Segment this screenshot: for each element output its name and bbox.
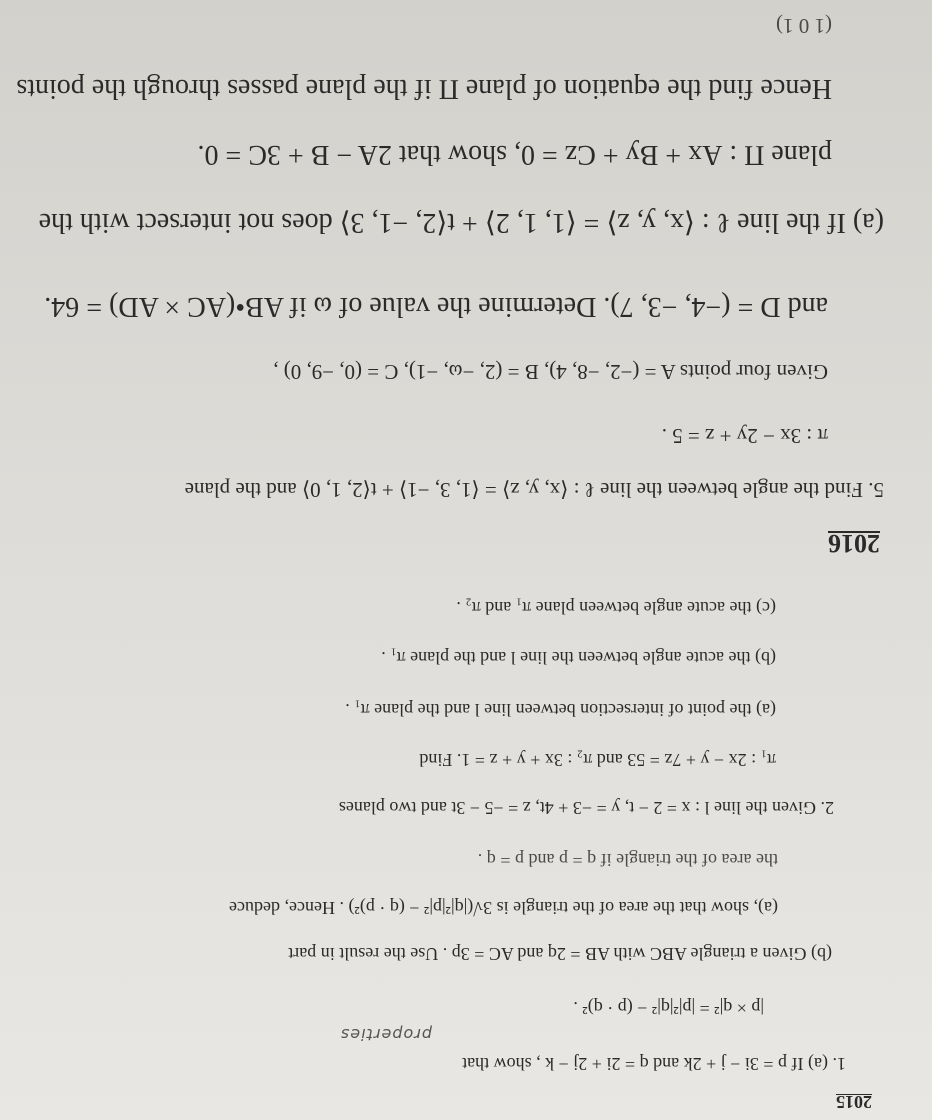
question-6-line1: Given four points A = (−2, −8, 4), B = (2, −ω, −1), C = (0, −9, 0) , (273, 360, 828, 384)
question-1a: 1. (a) If p = 3i − j + 2k and q = 2i + 2j − k , show that (462, 1054, 846, 1074)
question-7-line1: (a) If the line ℓ : ⟨x, y, z⟩ = ⟨1, 1, 2⟩ + t⟨2, −1, 3⟩ does not intersect with the (38, 207, 884, 238)
year-heading-2015: 2015 (836, 1092, 872, 1112)
question-7-line2: plane Π : Ax + By + Cz = 0, show that 2A − B + 3C = 0. (197, 139, 832, 170)
question-5-line2: π : 3x − 2y + z = 5 . (661, 424, 828, 448)
question-7-line4: (1 0 1) (776, 14, 832, 38)
question-2-line1: 2. Given the line l : x = 2 − t, y = −3 + 4t, z = −5 − 3t and two planes (338, 798, 834, 818)
question-2a: (a) the point of intersection between line l and the plane π₁ . (345, 700, 776, 720)
question-7-line3: Hence find the equation of plane Π if the plane passes through the points (16, 73, 832, 104)
question-2-line2: π₁ : 2x − y + 7z = 53 and π₂ : 3x + y + z = 1. Find (419, 750, 776, 770)
question-1b-line1: (b) Given a triangle ABC with AB = 2q and AC = 3p . Use the result in part (288, 944, 832, 964)
question-1b-line2: (a), show that the area of the triangle is 3√(|q|²|p|² − (q · p)²) . Hence, deduce (229, 898, 778, 918)
handwritten-note: properties (340, 1025, 432, 1044)
question-2c: (c) the acute angle between plane π₁ and π₂ . (456, 598, 776, 618)
question-1b-line3: the area of the triangle if q = p and p = q . (477, 850, 778, 870)
question-2b: (b) the acute angle between the line l and the plane π₁ . (381, 648, 776, 668)
year-heading-2016: 2016 (828, 529, 880, 558)
question-1a-formula: |p × q|² = |p|²|q|² − (p · q)² . (573, 998, 764, 1018)
question-6-line2: and D = (−4, −3, 7). Determine the value of ω if AB•(AC × AD) = 64. (44, 291, 828, 322)
question-5-line1: 5. Find the angle between the line ℓ : ⟨x, y, z⟩ = ⟨1, 3, −1⟩ + t⟨2, 1, 0⟩ and the plane (184, 478, 884, 502)
